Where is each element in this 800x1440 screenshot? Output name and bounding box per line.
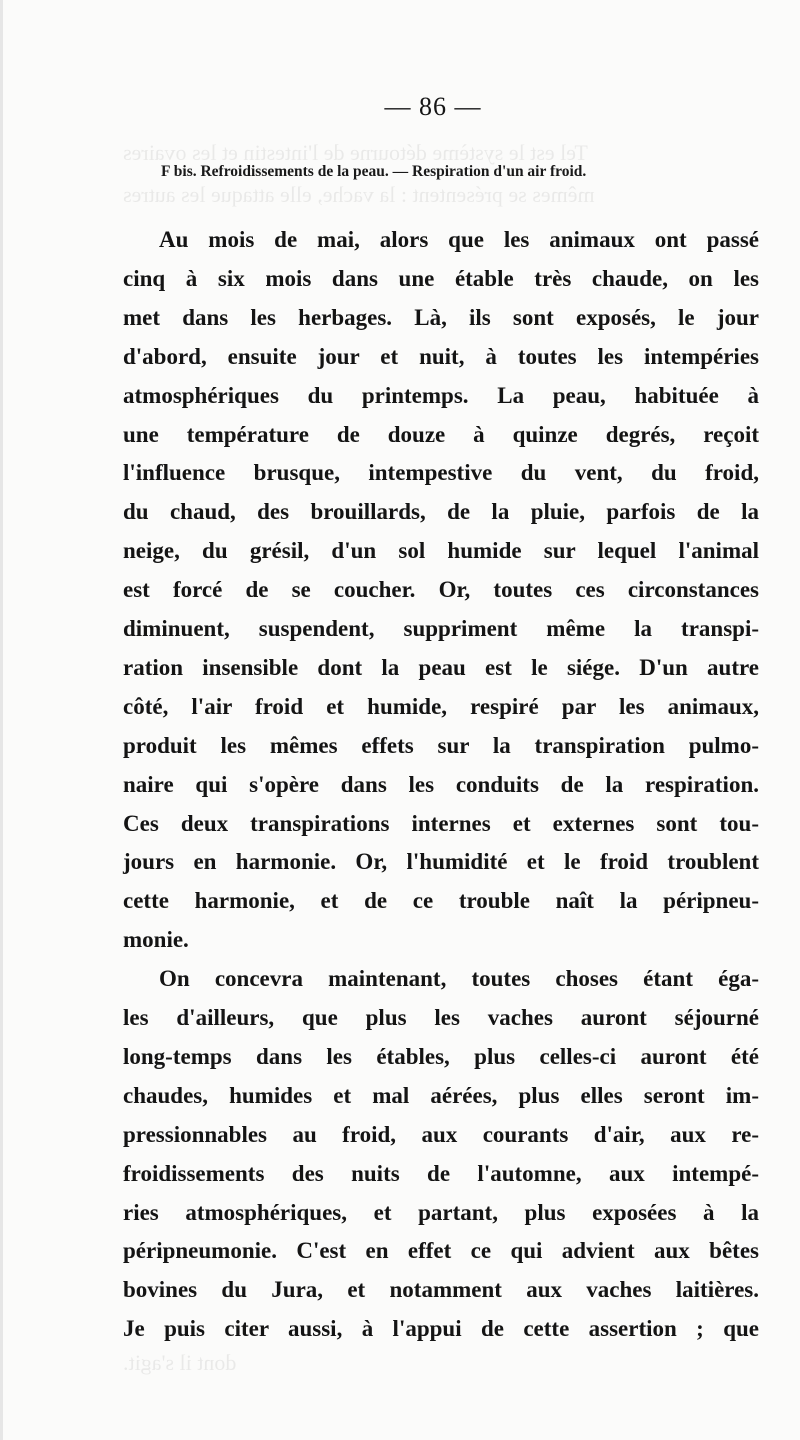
text-line: Je puis citer aussi, à l'appui de cette assertion ; que	[123, 1316, 759, 1342]
text-line: Au mois de mai, alors que les animaux ont passé	[159, 227, 759, 252]
text-line: d'abord, ensuite jour et nuit, à toutes les intempéries	[123, 343, 759, 369]
text-line: les d'ailleurs, que plus les vaches auront séjourné	[123, 1005, 759, 1030]
text-line: cinq à six mois dans une étable très chaude, on les	[123, 265, 759, 291]
text-line: une température de douze à quinze degrés, reçoit	[123, 421, 759, 447]
text-line: jours en harmonie. Or, l'humidité et le froid troublent	[123, 849, 759, 875]
text-line: naire qui s'opère dans les conduits de la respiration.	[123, 771, 759, 797]
text-line: est forcé de se coucher. Or, toutes ces circonstances	[123, 577, 759, 603]
text-line: côté, l'air froid et humide, respiré par les animaux,	[123, 693, 759, 719]
text-line: pressionnables au froid, aux courants d'air, aux re-	[123, 1121, 759, 1147]
text-line: péripneumonie. C'est en effet ce qui advient aux bêtes	[123, 1238, 759, 1264]
text-line: diminuent, suspendent, suppriment même la transpi-	[123, 616, 759, 641]
text-line: froidissements des nuits de l'automne, aux intempé-	[123, 1160, 759, 1186]
show-through-text: dont il s'agit.	[123, 1350, 237, 1375]
running-header: F bis. Refroidissements de la peau. — Respiration d'un air froid.	[161, 163, 587, 180]
text-line: neige, du grésil, d'un sol humide sur lequel l'animal	[123, 538, 759, 564]
text-line: du chaud, des brouillards, de la pluie, parfois de la	[123, 499, 759, 525]
text-line: long-temps dans les étables, plus celles-ci auront été	[123, 1043, 759, 1069]
text-line: produit les mêmes effets sur la transpiration pulmo-	[123, 732, 759, 758]
text-line: Ces deux transpirations internes et externes sont tou-	[123, 810, 759, 836]
text-line: monie.	[123, 927, 189, 953]
text-line: chaudes, humides et mal aérées, plus elles seront im-	[123, 1082, 759, 1108]
text-line: l'influence brusque, intempestive du vent, du froid,	[123, 460, 759, 486]
show-through-text: Tel est le système détourne de l'intestin et les ovaires	[123, 140, 588, 165]
text-line: ration insensible dont la peau est le siége. D'un autre	[123, 654, 759, 680]
show-through-text: mêmes se présentent : la vache, elle attaque les autres	[123, 182, 595, 207]
text-line: On concevra maintenant, toutes choses étant éga-	[159, 966, 759, 992]
text-line: met dans les herbages. Là, ils sont exposés, le jour	[123, 304, 759, 330]
text-line: bovines du Jura, et notamment aux vaches laitières.	[123, 1277, 759, 1303]
text-line: cette harmonie, et de ce trouble naît la péripneu-	[123, 888, 759, 914]
text-line: ries atmosphériques, et partant, plus exposées à la	[123, 1199, 759, 1225]
text-line: atmosphériques du printemps. La peau, habituée à	[123, 382, 759, 408]
page-number: — 86 —	[384, 92, 482, 121]
